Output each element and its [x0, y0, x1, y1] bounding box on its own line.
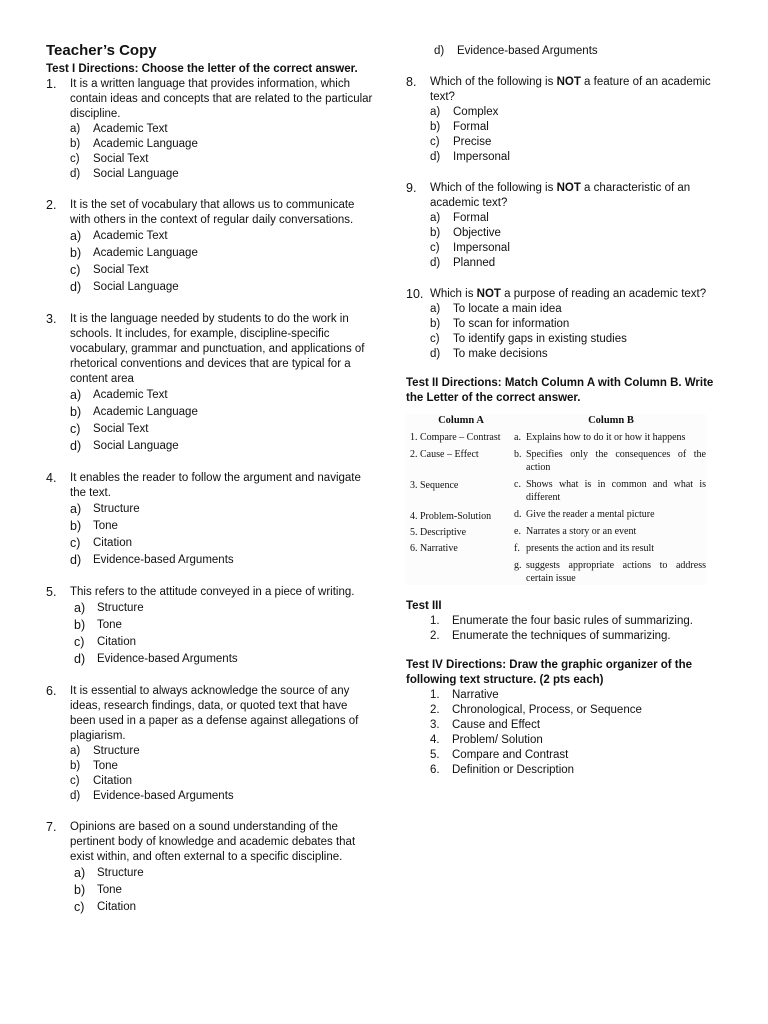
column-a-item: 1. Compare – Contrast — [410, 432, 501, 443]
test4-item: 4. Problem/ Solution — [430, 734, 543, 746]
test4-items — [406, 688, 726, 778]
question-8 — [406, 75, 726, 165]
option-text: Structure — [97, 602, 144, 614]
matching-table — [406, 414, 706, 585]
column-a-item: 6. Narrative — [410, 543, 458, 554]
option-text: Social Language — [93, 440, 179, 452]
option-a — [70, 600, 376, 617]
option-letter: a) — [70, 388, 82, 402]
question-text: Which of the following is NOT a feature of an academic text? — [430, 76, 711, 103]
test3-heading: Test III — [406, 600, 442, 612]
option-letter: d) — [70, 280, 82, 294]
options-list — [70, 744, 376, 804]
question-number: 7. — [46, 820, 57, 834]
option-letter: c) — [70, 775, 80, 787]
options-list — [430, 211, 726, 271]
column-a — [406, 431, 514, 585]
column-a-item: 5. Descriptive — [410, 527, 467, 538]
option-letter: c) — [70, 263, 81, 277]
option-a — [70, 865, 376, 882]
option-letter: a) — [74, 601, 86, 615]
option-text: Precise — [453, 136, 492, 148]
question-text: It is the language needed by students to do the work in schools. It includes, for example, discipline-specific vocabulary, grammar and punctuation, and applications of rhetorical conventions and devices that are typical for a content area — [70, 313, 365, 385]
option-a — [70, 744, 376, 759]
option-text: Impersonal — [453, 242, 510, 254]
option-c — [430, 135, 726, 150]
option-text: Social Text — [93, 153, 149, 165]
option-b — [70, 617, 376, 634]
option-letter: b) — [74, 618, 86, 632]
column-b-item: a. Explains how to do it or how it happens — [514, 432, 686, 443]
question-text: It is the set of vocabulary that allows us to communicate with others in the context of regular daily conversations. — [70, 199, 355, 226]
option-letter: a) — [430, 106, 441, 118]
option-text: Academic Language — [93, 406, 198, 418]
question-number: 2. — [46, 198, 57, 212]
question-number: 6. — [46, 684, 57, 698]
option-letter: d) — [70, 790, 81, 802]
option-letter: a) — [70, 229, 82, 243]
options-list — [70, 600, 376, 668]
option-b — [70, 137, 376, 152]
option-a — [70, 501, 376, 518]
option-letter: b) — [70, 405, 82, 419]
option-letter: a) — [70, 502, 82, 516]
option-b — [70, 518, 376, 535]
column-b-item: g. suggests appropriate actions to address certain issue — [514, 560, 706, 584]
not-emphasis: NOT — [556, 182, 581, 194]
document-title: Teacher’s Copy — [46, 42, 157, 59]
column-b-item: f. presents the action and its result — [514, 543, 655, 554]
option-text: Evidence-based Arguments — [457, 45, 598, 57]
option-c — [70, 774, 376, 789]
options-list — [70, 501, 376, 569]
option-letter: a) — [430, 212, 441, 224]
option-letter: d) — [74, 652, 86, 666]
option-letter: b) — [70, 519, 82, 533]
test4-directions: Test IV Directions: Draw the graphic organizer of the following text structure. (2 pts each) — [406, 659, 693, 686]
option-letter: c) — [70, 153, 80, 165]
question-text: It is a written language that provides information, which contain ideas and concepts that are related to the particular discipline. — [70, 78, 373, 120]
option-text: Evidence-based Arguments — [93, 790, 234, 802]
option-text: To identify gaps in existing studies — [453, 333, 627, 345]
option-letter: d) — [434, 45, 445, 57]
test4-item: 2. Chronological, Process, or Sequence — [430, 704, 642, 716]
question-3 — [46, 312, 376, 455]
option-d — [70, 651, 376, 668]
option-text: Formal — [453, 212, 489, 224]
option-d — [70, 167, 376, 182]
option-text: Academic Language — [93, 247, 198, 259]
option-d — [70, 552, 376, 569]
column-a-item: 2. Cause – Effect — [410, 449, 479, 460]
question-text: This refers to the attitude conveyed in a piece of writing. — [70, 586, 355, 598]
test4-item: 3. Cause and Effect — [430, 719, 541, 731]
column-a-item: 3. Sequence — [410, 480, 459, 491]
options-list — [70, 228, 376, 296]
option-letter: b) — [430, 318, 441, 330]
option-letter: b) — [70, 138, 81, 150]
option-letter: c) — [430, 136, 440, 148]
option-letter: c) — [430, 333, 440, 345]
option-a — [70, 387, 376, 404]
option-b — [70, 759, 376, 774]
question-number: 8. — [406, 75, 417, 89]
option-d — [70, 789, 376, 804]
option-d — [430, 150, 726, 165]
option-a — [70, 228, 376, 245]
options-list — [70, 865, 376, 916]
option-letter: b) — [70, 246, 82, 260]
option-d — [70, 438, 376, 455]
option-letter: b) — [430, 227, 441, 239]
option-d — [430, 347, 726, 362]
option-text: Evidence-based Arguments — [97, 653, 238, 665]
question-number: 3. — [46, 312, 57, 326]
option-c — [70, 152, 376, 167]
test4-item: 6. Definition or Description — [430, 764, 575, 776]
option-text: Citation — [93, 537, 132, 549]
option-c — [430, 241, 726, 256]
option-text: Structure — [93, 503, 140, 515]
test3-item: 2. Enumerate the techniques of summarizing. — [430, 630, 671, 642]
option-letter: d) — [70, 168, 81, 180]
test2-directions: Test II Directions: Match Column A with Column B. Write the Letter of the correct answer. — [406, 377, 714, 404]
option-c — [70, 262, 376, 279]
options-list — [70, 122, 376, 182]
option-text: Tone — [97, 619, 122, 631]
option-c — [70, 421, 376, 438]
question-number: 4. — [46, 471, 57, 485]
question-5 — [46, 585, 376, 668]
option-text: Citation — [93, 775, 132, 787]
question-text: It is essential to always acknowledge the source of any ideas, research findings, data, or quoted text that have been used in a paper as a defense against allegations of plagiarism. — [70, 685, 359, 742]
option-text: Objective — [453, 227, 501, 239]
option-c — [430, 332, 726, 347]
option-letter: c) — [70, 536, 81, 550]
question-7-continued-options — [406, 44, 726, 59]
option-text: Tone — [97, 884, 122, 896]
option-text: Academic Text — [93, 389, 168, 401]
option-text: To locate a main idea — [453, 303, 562, 315]
question-1 — [46, 77, 376, 182]
question-text: It enables the reader to follow the argument and navigate the text. — [70, 472, 361, 499]
option-text: Structure — [97, 867, 144, 879]
option-letter: c) — [74, 900, 85, 914]
option-letter: b) — [70, 760, 81, 772]
option-letter: a) — [430, 303, 441, 315]
right-column — [406, 44, 726, 778]
question-number: 9. — [406, 181, 417, 195]
question-4 — [46, 471, 376, 569]
not-emphasis: NOT — [476, 288, 501, 300]
option-text: Social Text — [93, 264, 149, 276]
question-text: Which of the following is NOT a characteristic of an academic text? — [430, 182, 691, 209]
option-text: Social Text — [93, 423, 149, 435]
options-list — [70, 387, 376, 455]
option-text: Structure — [93, 745, 140, 757]
question-10 — [406, 287, 726, 362]
option-letter: d) — [430, 348, 441, 360]
matching-table-header — [406, 414, 706, 427]
option-c — [70, 535, 376, 552]
option-text: Academic Text — [93, 230, 168, 242]
option-letter: a) — [74, 866, 86, 880]
option-b — [70, 245, 376, 262]
option-text: Social Language — [93, 281, 179, 293]
option-text: Planned — [453, 257, 496, 269]
option-a — [430, 302, 726, 317]
column-b-item: e. Narrates a story or an event — [514, 526, 637, 537]
question-number: 5. — [46, 585, 57, 599]
option-letter: c) — [70, 422, 81, 436]
option-a — [430, 105, 726, 120]
column-b-header: Column B — [588, 415, 634, 426]
not-emphasis: NOT — [556, 76, 581, 88]
option-letter: b) — [430, 121, 441, 133]
question-number: 10. — [406, 287, 424, 301]
option-text: Social Language — [93, 168, 179, 180]
option-letter: a) — [70, 745, 81, 757]
option-letter: a) — [70, 123, 81, 135]
option-text: Impersonal — [453, 151, 510, 163]
option-letter: d) — [70, 553, 82, 567]
test3-item: 1. Enumerate the four basic rules of summarizing. — [430, 615, 693, 627]
option-text: Citation — [97, 636, 136, 648]
question-7 — [46, 820, 376, 916]
question-text: Which is NOT a purpose of reading an academic text? — [430, 288, 707, 300]
option-text: Tone — [93, 760, 118, 772]
test4-item: 5. Compare and Contrast — [430, 749, 569, 761]
column-a-item: 4. Problem-Solution — [410, 511, 492, 522]
option-text: Complex — [453, 106, 499, 118]
column-b-item: c. Shows what is in common and what is different — [514, 479, 706, 503]
option-text: Tone — [93, 520, 118, 532]
question-6 — [46, 684, 376, 804]
option-text: Academic Text — [93, 123, 168, 135]
question-9 — [406, 181, 726, 271]
column-b — [514, 431, 706, 585]
option-a — [70, 122, 376, 137]
column-b-item: b. Specifies only the consequences of the action — [514, 449, 706, 473]
option-letter: d) — [430, 257, 441, 269]
options-list — [430, 302, 726, 362]
option-letter: d) — [70, 439, 82, 453]
option-text: Evidence-based Arguments — [93, 554, 234, 566]
question-number: 1. — [46, 77, 57, 91]
column-a-header: Column A — [438, 415, 484, 426]
option-letter: c) — [430, 242, 440, 254]
option-text: Citation — [97, 901, 136, 913]
option-b — [70, 404, 376, 421]
option-text: To make decisions — [453, 348, 548, 360]
option-b — [430, 226, 726, 241]
left-column — [46, 42, 376, 916]
option-text: To scan for information — [453, 318, 570, 330]
option-d — [430, 44, 726, 59]
option-letter: b) — [74, 883, 86, 897]
option-b — [430, 120, 726, 135]
option-c — [70, 634, 376, 651]
option-a — [430, 211, 726, 226]
question-2 — [46, 198, 376, 296]
test4-item: 1. Narrative — [430, 689, 499, 701]
option-c — [70, 899, 376, 916]
test3-items — [406, 614, 726, 644]
test1-directions: Test I Directions: Choose the letter of the correct answer. — [46, 63, 358, 75]
option-letter: d) — [430, 151, 441, 163]
matching-table-body — [406, 431, 706, 585]
option-d — [430, 256, 726, 271]
option-d — [70, 279, 376, 296]
option-text: Formal — [453, 121, 489, 133]
option-b — [430, 317, 726, 332]
option-b — [70, 882, 376, 899]
option-letter: c) — [74, 635, 85, 649]
column-b-item: d. Give the reader a mental picture — [514, 509, 655, 520]
options-list — [430, 105, 726, 165]
question-text: Opinions are based on a sound understanding of the pertinent body of knowledge and academic debates that exist within, and often external to a specific discipline. — [70, 821, 356, 863]
option-text: Academic Language — [93, 138, 198, 150]
